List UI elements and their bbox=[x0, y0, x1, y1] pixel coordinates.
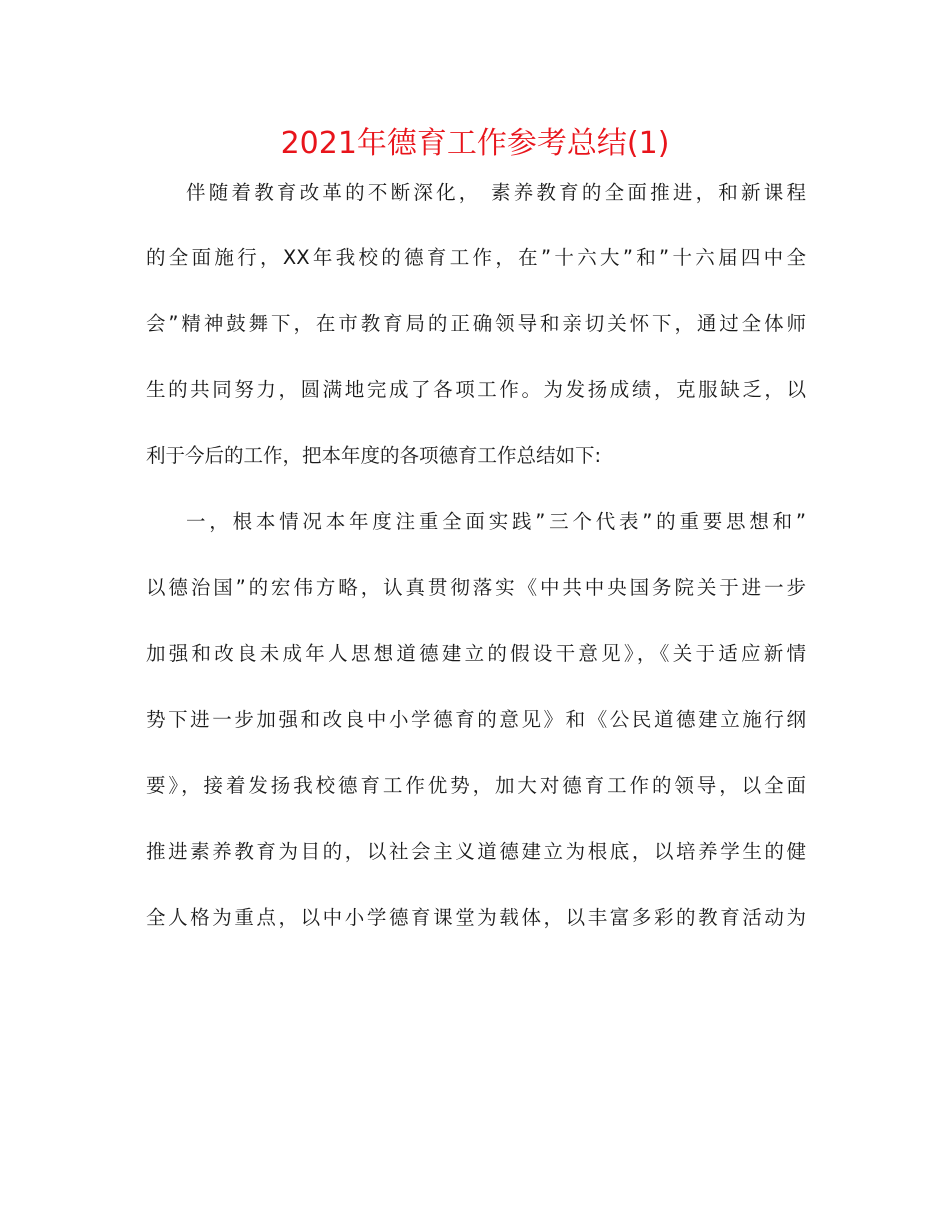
paragraph-line: 一，根本情况本年度注重全面实践”三个代表”的重要思想和” bbox=[186, 510, 806, 533]
paragraph-line: 利于今后的工作，把本年度的各项德育工作总结如下: bbox=[146, 444, 602, 467]
paragraph-line: 以德治国”的宏伟方略，认真贯彻落实《中共中央国务院关于进一步 bbox=[146, 576, 806, 599]
document-title: 2021年德育工作参考总结(1) bbox=[280, 126, 670, 161]
paragraph-line: 势下进一步加强和改良中小学德育的意见》和《公民道德建立施行纲 bbox=[146, 708, 806, 731]
paragraph-line: 全人格为重点，以中小学德育课堂为载体，以丰富多彩的教育活动为 bbox=[146, 906, 806, 929]
paragraph-line: 伴随着教育改革的不断深化， 素养教育的全面推进，和新课程 bbox=[186, 181, 806, 204]
paragraph-line: 生的共同努力，圆满地完成了各项工作。为发扬成绩，克服缺乏，以 bbox=[146, 378, 806, 401]
paragraph-line: 加强和改良未成年人思想道德建立的假设干意见》，《关于适应新情 bbox=[146, 642, 806, 665]
paragraph-line: 会”精神鼓舞下，在市教育局的正确领导和亲切关怀下，通过全体师 bbox=[146, 312, 806, 335]
paragraph-line: 的全面施行，XX年我校的德育工作，在”十六大”和”十六届四中全 bbox=[146, 246, 806, 269]
paragraph-line: 要》，接着发扬我校德育工作优势，加大对德育工作的领导，以全面 bbox=[146, 774, 806, 797]
paragraph-line: 推进素养教育为目的，以社会主义道德建立为根底，以培养学生的健 bbox=[146, 840, 806, 863]
